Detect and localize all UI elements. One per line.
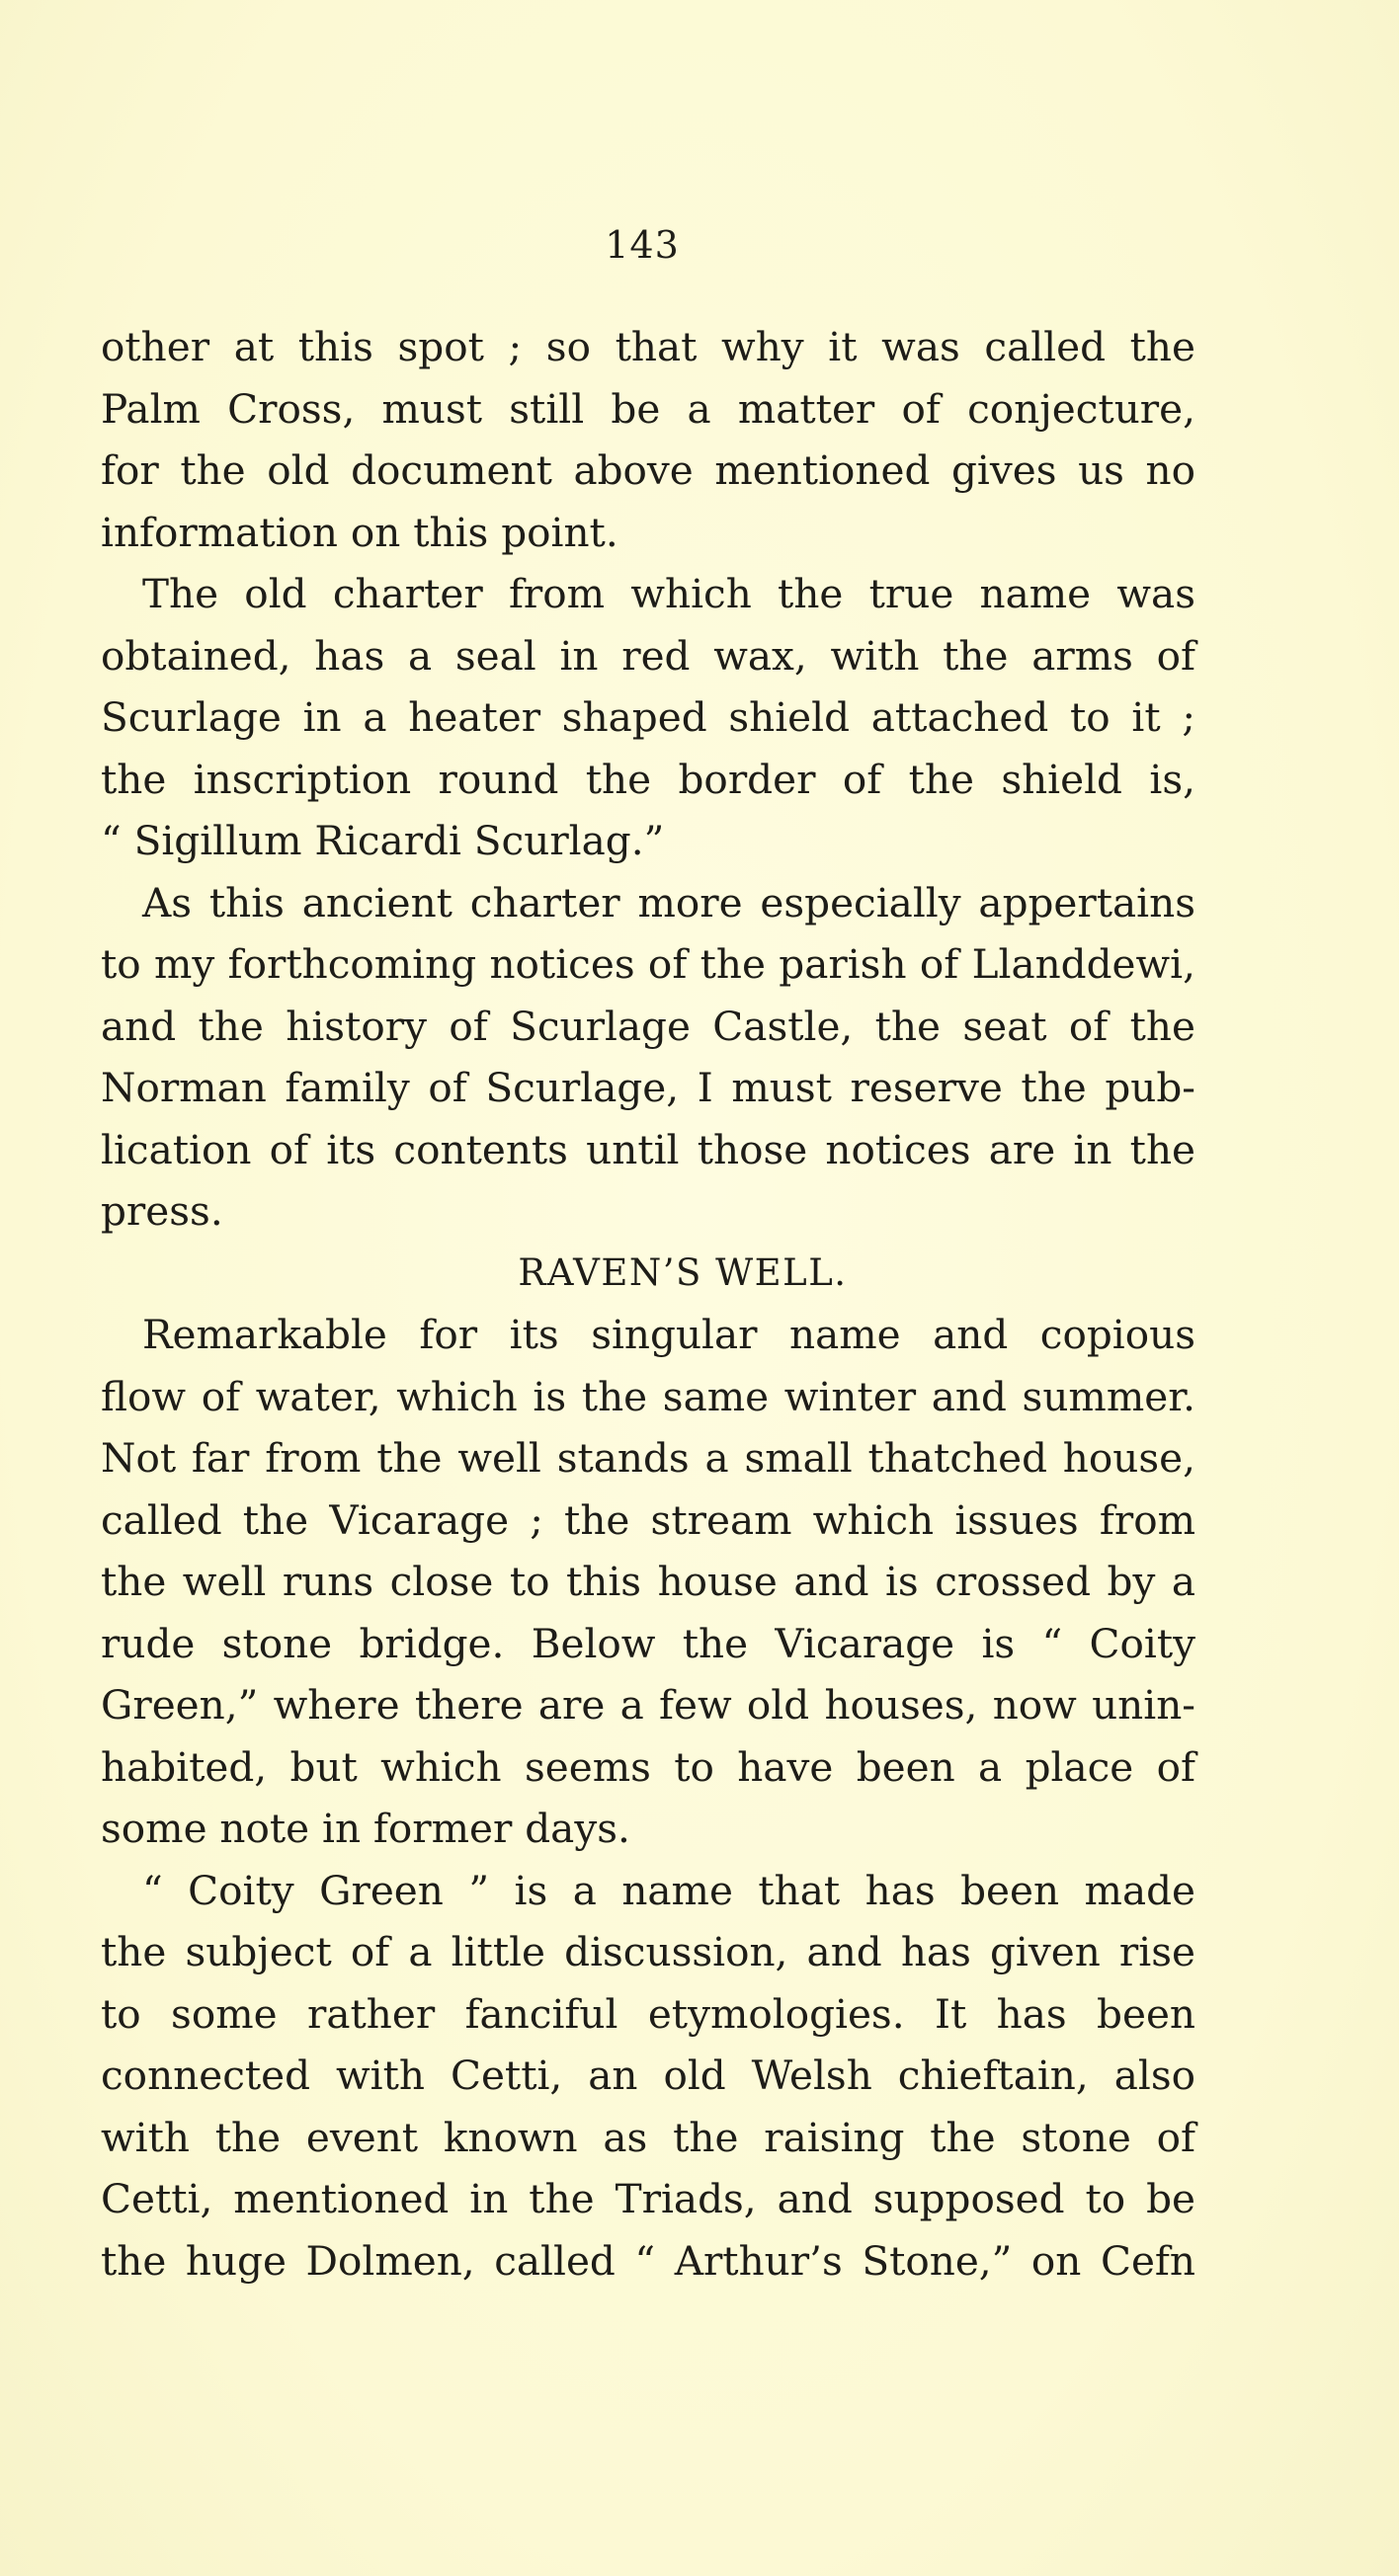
text-line: for the old document above mentioned gives us no: [101, 446, 1195, 494]
text-line: As this ancient charter more especially appertains: [142, 878, 1195, 926]
text-line: called the Vicarage ; the stream which issues from: [101, 1495, 1195, 1544]
text-line: with the event known as the raising the stone of: [101, 2113, 1195, 2161]
page-number: 143: [605, 223, 680, 267]
text-line: The old charter from which the true name was: [142, 570, 1195, 617]
text-line: lication of its contents until those notices are in the: [101, 1125, 1195, 1173]
text-line: the inscription round the border of the shield is,: [101, 755, 1195, 803]
text-line: obtained, has a seal in red wax, with the arms of: [101, 631, 1195, 680]
text-line: Cetti, mentioned in the Triads, and supposed to be: [101, 2175, 1195, 2222]
text-line: flow of water, which is the same winter and summer.: [101, 1372, 1195, 1420]
text-line: the huge Dolmen, called “ Arthur’s Stone,” on Cefn: [101, 2236, 1195, 2285]
text-line: and the history of Scurlage Castle, the seat of the: [101, 1002, 1195, 1050]
text-line: Palm Cross, must still be a matter of conjecture,: [101, 384, 1195, 433]
text-line: Norman family of Scurlage, I must reserve the pub-: [101, 1064, 1195, 1111]
text-line: Scurlage in a heater shaped shield attached to it ;: [101, 693, 1195, 741]
text-line: the subject of a little discussion, and has given rise: [101, 1928, 1195, 1975]
text-line: “ Sigillum Ricardi Scurlag.”: [101, 817, 665, 864]
text-line: other at this spot ; so that why it was called the: [101, 323, 1195, 370]
text-line: Remarkable for its singular name and copious: [142, 1311, 1195, 1358]
text-line: to some rather fanciful etymologies. It has been: [101, 1989, 1195, 2038]
text-line: “ Coity Green ” is a name that has been made: [142, 1866, 1195, 1914]
text-line: some note in former days.: [101, 1805, 630, 1852]
body-text: [101, 316, 1195, 2292]
text-line: habited, but which seems to have been a place of: [101, 1742, 1195, 1791]
text-line: Green,” where there are a few old houses, now unin-: [101, 1681, 1195, 1729]
text-line: Not far from the well stands a small thatched house,: [101, 1434, 1195, 1482]
text-line: press.: [101, 1187, 223, 1235]
text-line: connected with Cetti, an old Welsh chieftain, also: [101, 2052, 1195, 2099]
section-heading: RAVEN’S WELL.: [518, 1250, 848, 1294]
text-line: information on this point.: [101, 508, 618, 556]
text-line: rude stone bridge. Below the Vicarage is “ Coity: [101, 1619, 1195, 1667]
text-line: to my forthcoming notices of the parish of Llanddewi,: [101, 940, 1195, 988]
text-line: the well runs close to this house and is crossed by a: [101, 1558, 1195, 1605]
